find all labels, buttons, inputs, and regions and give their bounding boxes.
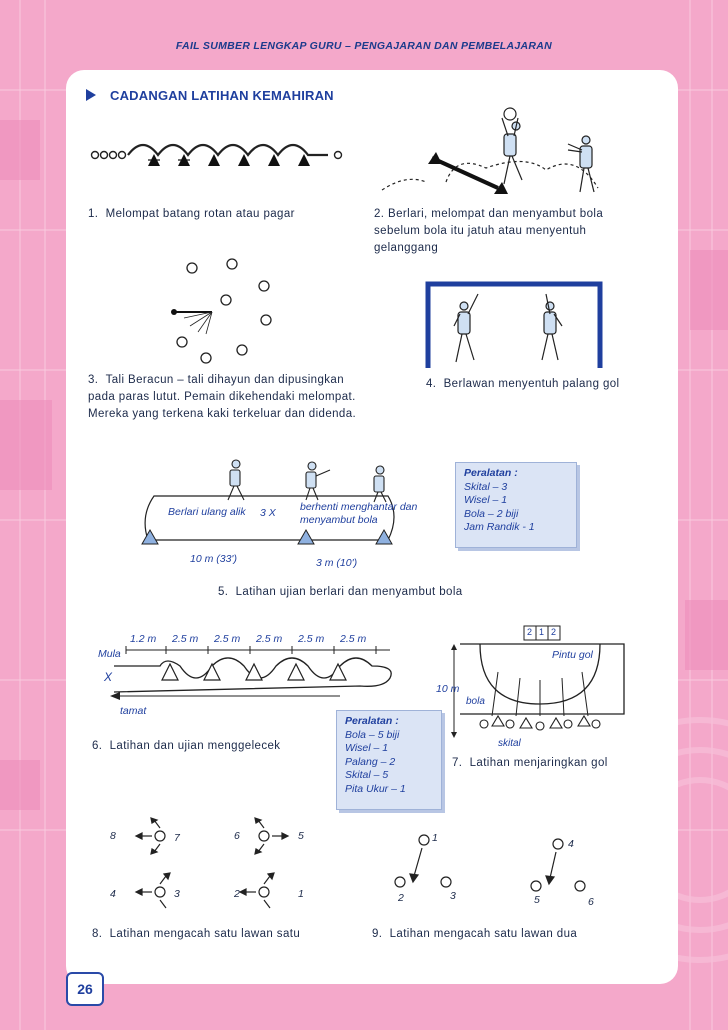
ex5-equipment-title: Peralatan : (464, 467, 518, 479)
ex8-number: 8. (92, 928, 103, 940)
ex5-equipment-item: Skital – 3 (464, 480, 508, 493)
ex6-finish-label: tamat (120, 705, 147, 717)
ex6-start-label: Mula (98, 648, 121, 660)
ex6-equipment-title: Peralatan : (345, 715, 399, 727)
ex5-distance-2: 3 m (10') (316, 557, 358, 569)
ex7-ball-label: bola (466, 696, 485, 707)
ex5-equipment-item: Wisel – 1 (464, 494, 508, 506)
ex6-equipment-box (336, 710, 442, 810)
ex8-player: 3 (174, 888, 180, 900)
ex7-score: 2 (551, 627, 557, 637)
ex9-number: 9. (372, 928, 383, 940)
ex7-skittle-label: skital (498, 738, 521, 749)
ex6-equipment-item: Bola – 5 biji (345, 728, 400, 741)
jumping-player-icon (502, 108, 522, 184)
arrow-icon (86, 89, 96, 101)
player-right-icon (542, 294, 562, 360)
section-title (86, 88, 334, 103)
ex6-diagram (100, 644, 420, 716)
ex2-diagram (376, 104, 616, 200)
ex5-equipment-box (455, 462, 577, 548)
ex6-x-mark: X (104, 670, 113, 684)
ex9-player: 1 (432, 832, 438, 844)
ex8-text: Latihan mengacah satu lawan satu (109, 928, 301, 940)
ex4-text: Berlawan menyentuh palang gol (443, 378, 620, 390)
ex6-equipment-item: Palang – 2 (345, 755, 396, 768)
ex1-number: 1. (88, 208, 99, 220)
ex6-text: Latihan dan ujian menggelecek (109, 740, 281, 752)
ex7-number: 7. (452, 757, 463, 769)
ex5-caption (218, 584, 518, 601)
ex7-score: 2 (527, 627, 533, 637)
ex6-distance: 2.5 m (340, 633, 367, 645)
ex8-player: 8 (110, 830, 116, 842)
ex9-player: 3 (450, 890, 456, 902)
ex5-run-back-label: Berlari ulang alik (168, 506, 246, 518)
ex2-caption (374, 206, 630, 257)
ex8-player: 5 (298, 830, 304, 842)
ex9-diagram (388, 830, 588, 902)
ex7-caption (452, 755, 632, 772)
ex6-distance: 2.5 m (256, 633, 283, 645)
ex9-player: 5 (534, 894, 540, 906)
ex1-diagram (88, 130, 348, 190)
ex5-number: 5. (218, 586, 229, 598)
catching-player-icon (568, 136, 594, 192)
ex9-text: Latihan mengacah satu lawan dua (389, 928, 578, 940)
ex5-equipment-item: Bola – 2 biji (464, 507, 519, 520)
ex9-player: 2 (398, 892, 404, 904)
ex6-number: 6. (92, 740, 103, 752)
ex5-text: Latihan ujian berlari dan menyambut bola (235, 586, 463, 598)
ex6-equipment-item: Wisel – 1 (345, 742, 389, 754)
ex5-stop-label: berhenti menghantar dan menyambut bola (300, 501, 418, 526)
ex8-diagram (100, 818, 340, 902)
ex6-distance: 2.5 m (214, 633, 241, 645)
ex5-distance-1: 10 m (33') (190, 553, 237, 565)
ex3-caption (88, 372, 358, 423)
ex5-times-label: 3 X (260, 507, 276, 519)
ex2-number: 2. (374, 208, 385, 220)
ex7-distance-label: 10 m (436, 683, 460, 695)
running-header: FAIL SUMBER LENGKAP GURU – PENGAJARAN DAN PEMBELAJARAN (175, 40, 553, 52)
ex7-score: 1 (539, 627, 545, 637)
ex9-player: 4 (568, 838, 574, 850)
ex3-diagram (160, 256, 280, 366)
ex6-equipment-item: Skital – 5 (345, 769, 389, 781)
ex8-caption (92, 926, 352, 943)
ex6-distance: 2.5 m (172, 633, 199, 645)
ex8-player: 7 (174, 832, 180, 844)
ex4-diagram (424, 280, 604, 370)
ex3-number: 3. (88, 374, 99, 386)
ex5-equipment-item: Jam Randik - 1 (464, 521, 535, 533)
ex6-distance: 1.2 m (130, 633, 157, 645)
ex8-player: 6 (234, 830, 240, 842)
ex4-caption (426, 376, 626, 393)
ex4-number: 4. (426, 378, 437, 390)
ex1-caption (88, 206, 348, 223)
ex8-player: 4 (110, 888, 116, 900)
ex6-caption (92, 738, 332, 755)
ex8-player: 2 (234, 888, 240, 900)
ex7-goal-label: Pintu gol (552, 649, 593, 661)
ex1-text: Melompat batang rotan atau pagar (105, 208, 295, 220)
ex8-player: 1 (298, 888, 304, 900)
ex7-diagram (440, 624, 632, 746)
ex9-caption (372, 926, 632, 943)
ex2-text: Berlari, melompat dan menyambut bola sebelum bola itu jatuh atau menyentuh gelanggang (374, 208, 604, 254)
player-left-icon (454, 294, 478, 362)
section-title-text: CADANGAN LATIHAN KEMAHIRAN (110, 88, 334, 103)
page-number: 26 (66, 972, 104, 1006)
ex6-distance: 2.5 m (298, 633, 325, 645)
ex3-text: Tali Beracun – tali dihayun dan dipusingkan pada paras lutut. Pemain dikehendaki melompat. Mereka yang terkena kaki terkeluar dan didenda. (88, 374, 357, 420)
ex9-player: 6 (588, 896, 594, 908)
ex7-text: Latihan menjaringkan gol (469, 757, 608, 769)
ex6-equipment-item: Pita Ukur – 1 (345, 782, 406, 795)
